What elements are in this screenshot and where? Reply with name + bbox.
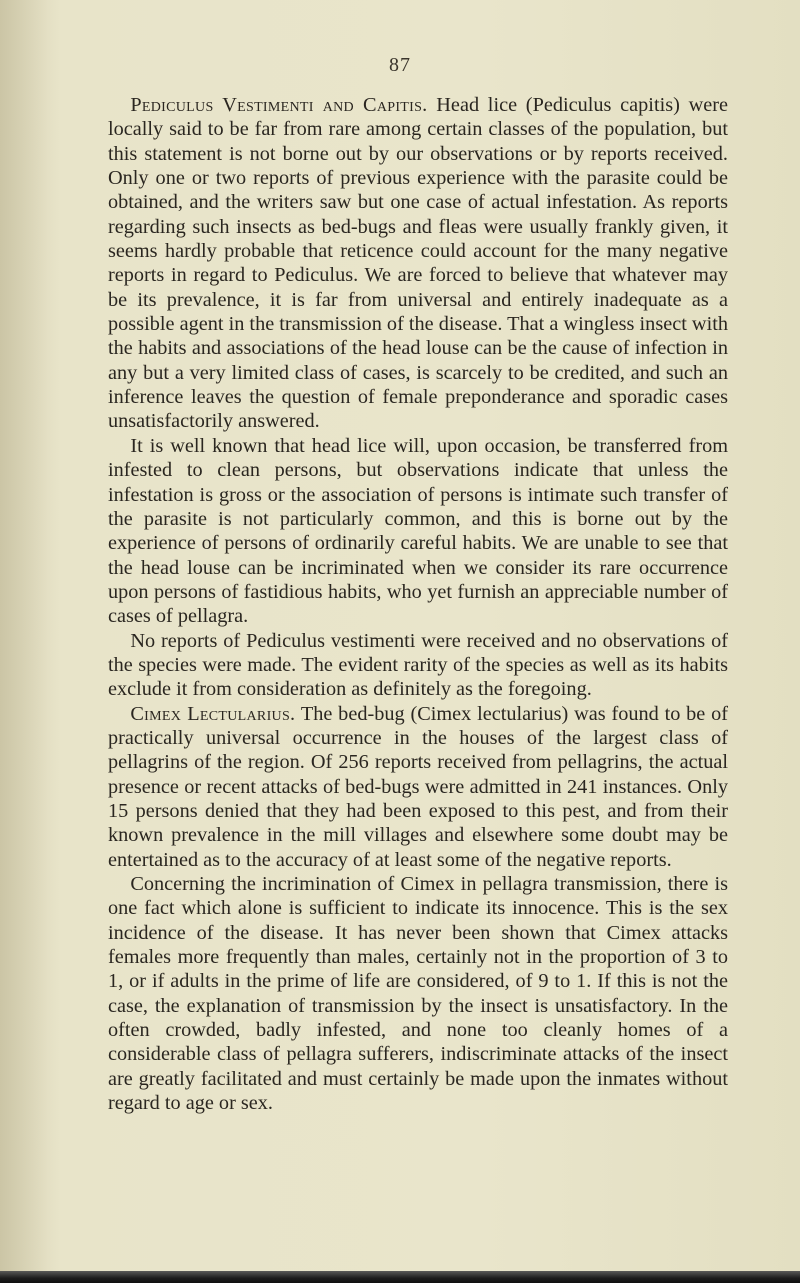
paragraph — [108, 93, 728, 434]
paragraph — [108, 434, 728, 629]
paragraph-text: No reports of Pediculus vestimenti were received and no observations of the species were made. The evident rarity of the species as well as its habits exclude it from consideration as definitely as the foregoing. — [108, 629, 728, 701]
spine-shadow — [0, 0, 60, 1283]
paragraph — [108, 872, 728, 1115]
paragraph-text: It is well known that head lice will, upon occasion, be transferred from infested to clean persons, but observations indicate that unless the infestation is gross or the association of persons is intimate such transfer of the parasite is not particularly common, and this is borne out by the experience of persons of ordinarily careful habits. We are unable to see that the head louse can be incriminated when we consider its rare occurrence upon persons of fastidious habits, who yet furnish an appreciable number of cases of pellagra. — [108, 434, 728, 628]
body-text — [108, 93, 728, 1115]
paragraph-text: Concerning the incrimination of Cimex in pellagra transmission, there is one fact which alone is sufficient to indicate its innocence. This is the sex incidence of the disease. It has never been shown that Cimex attacks females more frequently than males, certainly not in the proportion of 3 to 1, or if adults in the prime of life are considered, of 9 to 1. If this is not the case, the explanation of transmission by the insect is unsatisfactory. In the often crowded, badly infested, and none too cleanly homes of a considerable class of pellagra sufferers, indiscriminate attacks of the insect are greatly facilitated and must certainly be made upon the inmates without regard to age or sex. — [108, 873, 728, 1115]
paragraph-text: The bed-bug (Cimex lectularius) was found to be of practically universal occurrence in the houses of the largest class of pellagrins of the region. Of 256 reports received from pellagrins, the actual presence or recent attacks of bed-bugs were admitted in 241 instances. Only 15 persons denied that they had been exposed to this pest, and from their known prevalence in the mill villages and elsewhere some doubt may be entertained as to the accuracy of at least some of the negative reports. — [108, 702, 728, 871]
page-number: 87 — [389, 54, 411, 76]
page-bottom-edge — [0, 1271, 800, 1283]
section-heading: Pediculus Vestimenti and Capitis. — [130, 94, 428, 116]
paragraph-text: Head lice (Pediculus capitis) were locally said to be far from rare among certain classes of the population, but this statement is not borne out by our observations or by reports received. Only one or two reports of previous experience with the parasite could be obtained, and the writers saw but one case of actual infestation. As reports regarding such insects as bed-bugs and fleas were usually frankly given, it seems hardly probable that reticence could account for the many negative reports in regard to Pediculus. We are forced to believe that whatever may be its prevalence, it is far from universal and entirely inadequate as a possible agent in the transmission of the disease. That a wingless insect with the habits and associations of the head louse can be the cause of infection in any but a very limited class of cases, is scarcely to be credited, and such an inference leaves the question of female preponderance and sporadic cases unsatisfactorily answered. — [108, 94, 728, 433]
paragraph — [108, 702, 728, 872]
paragraph — [108, 629, 728, 702]
section-heading: Cimex Lectularius. — [130, 702, 296, 725]
